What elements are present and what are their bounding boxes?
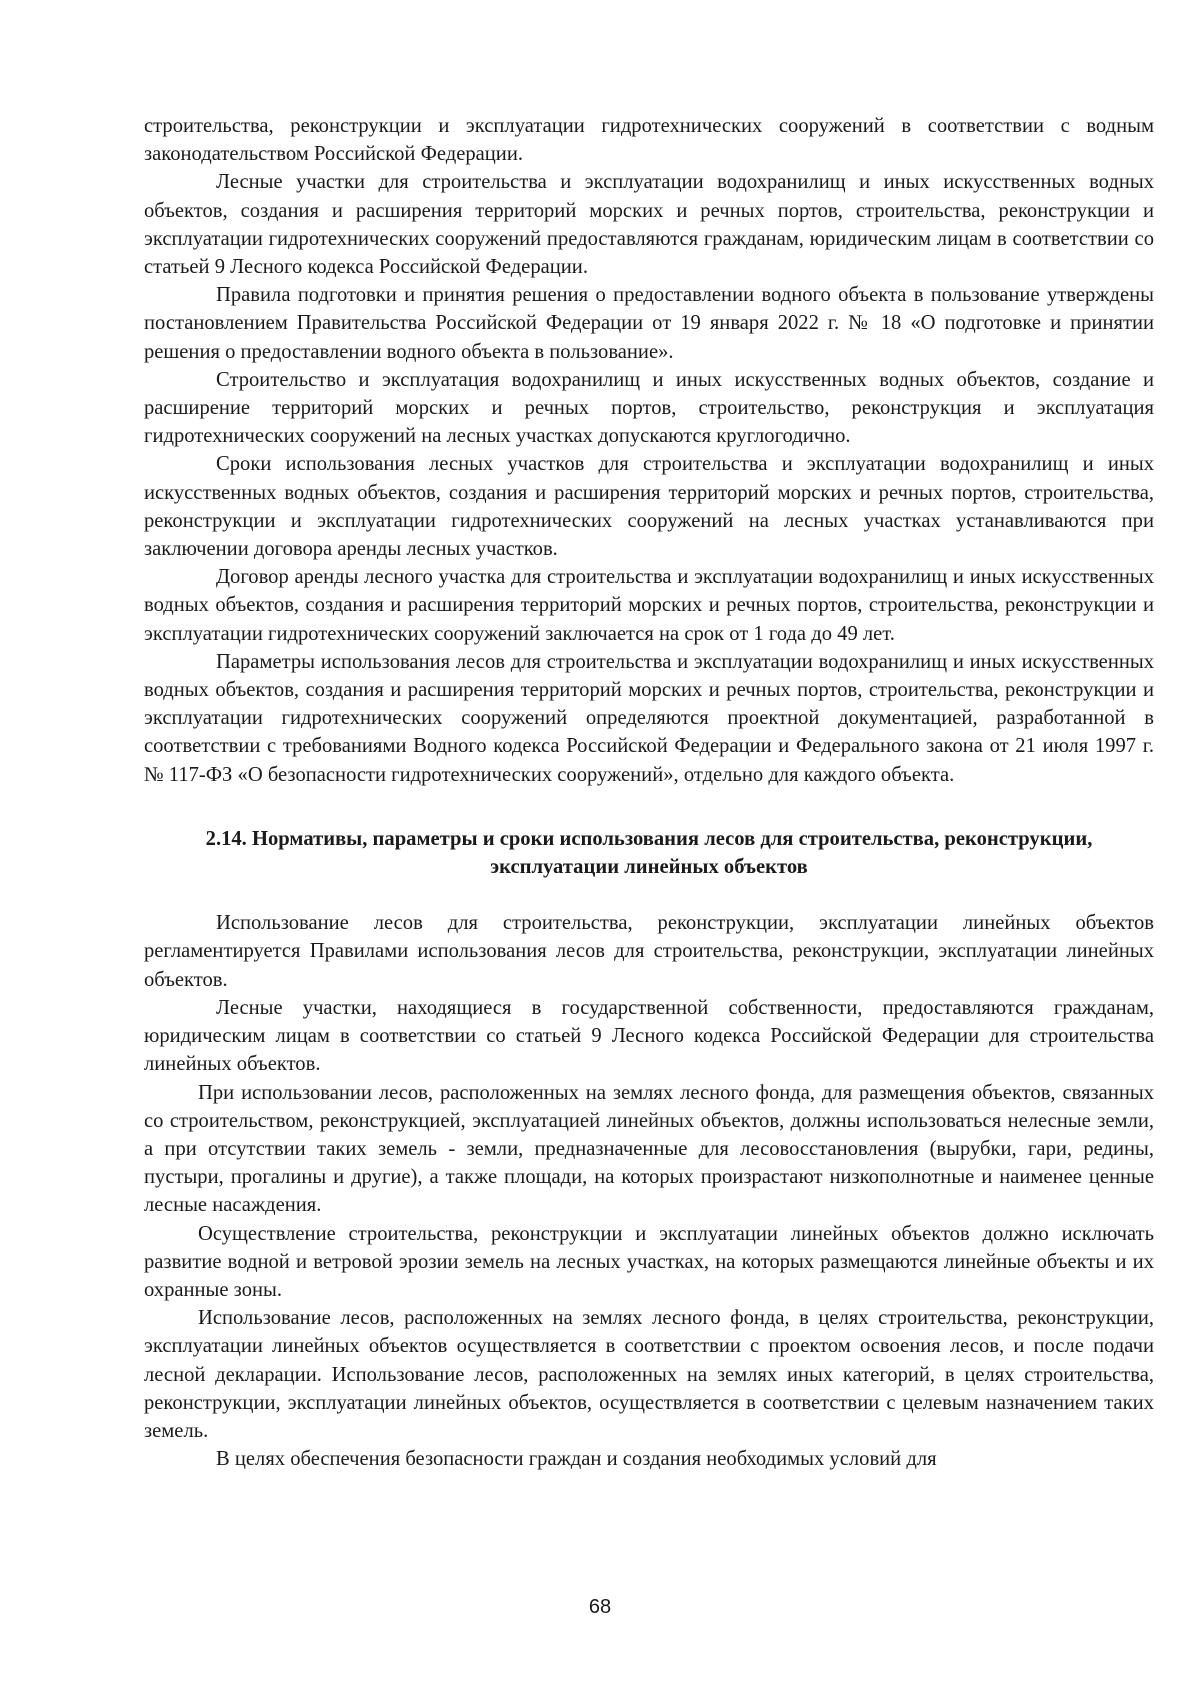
paragraph: Использование лесов, расположенных на землях лесного фонда, в целях строительства, реконструкции, эксплуатации линейных объектов осуществляется в соответствии с проектом освоения лесов, и после подачи лесной декларации. Использование лесов, расположенных на землях иных категорий, в целях строительства, реконструкции, эксплуатации линейных объектов, осуществляется в соответствии с целевым назначением таких земель. [144, 1307, 1154, 1442]
document-body [144, 112, 1154, 1473]
paragraph: Параметры использования лесов для строительства и эксплуатации водохранилищ и иных искусственных водных объектов, создания и расширения территорий морских и речных портов, строительства, реконструкции и эксплуатации гидротехнических сооружений определяются проектной документацией, разработанной в соответствии с требованиями Водного кодекса Российской Федерации и Федерального закона от 21 июля 1997 г. № 117-ФЗ «О безопасности гидротехнических сооружений», отдельно для каждого объекта. [144, 650, 1154, 786]
paragraph: Лесные участки, находящиеся в государственной собственности, предоставляются гражданам, юридическим лицам в соответствии со статьей 9 Лесного кодекса Российской Федерации для строительства линейных объектов. [144, 996, 1154, 1076]
section-heading: 2.14. Нормативы, параметры и сроки использования лесов для строительства, реконструкции, эксплуатации линейных объектов [205, 827, 1093, 879]
page-number: 68 [588, 1596, 612, 1618]
paragraph: Строительство и эксплуатация водохранилищ и иных искусственных водных объектов, создание и расширение территорий морских и речных портов, строительство, реконструкция и эксплуатация гидротехнических сооружений на лесных участках допускаются круглогодично. [144, 368, 1154, 448]
paragraph: Осуществление строительства, реконструкции и эксплуатации линейных объектов должно исключать развитие водной и ветровой эрозии земель на лесных участках, на которых размещаются линейные объекты и их охранные зоны. [144, 1222, 1154, 1301]
paragraph: Использование лесов для строительства, реконструкции, эксплуатации линейных объектов регламентируется Правилами использования лесов для строительства, реконструкции, эксплуатации линейных объектов. [144, 912, 1154, 991]
paragraph: Правила подготовки и принятия решения о предоставлении водного объекта в пользование утверждены постановлением Правительства Российской Федерации от 19 января 2022 г. № 18 «О подготовке и принятии решения о предоставлении водного объекта в пользование». [144, 284, 1154, 363]
paragraph: При использовании лесов, расположенных на землях лесного фонда, для размещения объектов, связанных со строительством, реконструкцией, эксплуатацией линейных объектов, должны использоваться нелесные земли, а при отсутствии таких земель - земли, предназначенные для лесовосстановления (вырубки, гари, редины, пустыри, прогалины и другие), а также площади, на которых произрастают низкополнотные и наименее ценные лесные насаждения. [144, 1081, 1154, 1217]
paragraph: строительства, реконструкции и эксплуатации гидротехнических сооружений в соответствии с водным законодательством Российской Федерации. [144, 115, 1154, 166]
paragraph: Договор аренды лесного участка для строительства и эксплуатации водохранилищ и иных искусственных водных объектов, создания и расширения территорий морских и речных портов, строительства, реконструкции и эксплуатации гидротехнических сооружений заключается на срок от 1 года до 49 лет. [144, 566, 1154, 645]
paragraph: Лесные участки для строительства и эксплуатации водохранилищ и иных искусственных водных объектов, создания и расширения территорий морских и речных портов, строительства, реконструкции и эксплуатации гидротехнических сооружений предоставляются гражданам, юридическим лицам в соответствии со статьей 9 Лесного кодекса Российской Федерации. [144, 171, 1154, 279]
paragraph: В целях обеспечения безопасности граждан и создания необходимых условий для [216, 1448, 937, 1471]
paragraph: Сроки использования лесных участков для строительства и эксплуатации водохранилищ и иных искусственных водных объектов, создания и расширения территорий морских и речных портов, строительства, реконструкции и эксплуатации гидротехнических сооружений на лесных участках устанавливаются при заключении договора аренды лесных участков. [144, 453, 1154, 561]
